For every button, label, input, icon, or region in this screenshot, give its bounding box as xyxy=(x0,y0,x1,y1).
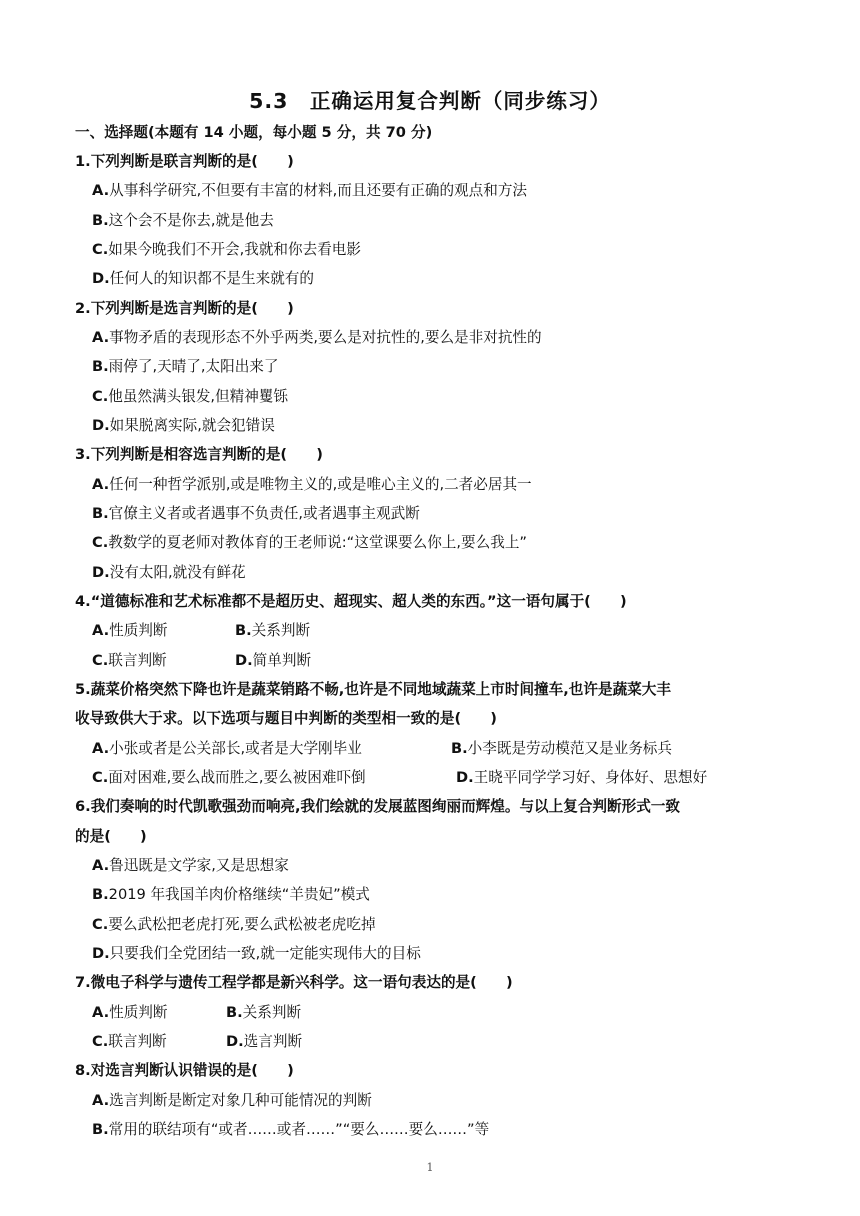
question-1-option-d: D.任何人的知识都不是生来就有的 xyxy=(92,270,314,287)
section-heading: 一、选择题(本题有 14 小题，每小题 5 分，共 70 分) xyxy=(75,124,433,141)
question-7-option-a: A.性质判断 xyxy=(92,1004,168,1021)
question-5-option-d: D.王晓平同学学习好、身体好、思想好 xyxy=(456,769,708,786)
question-2-option-b: B.雨停了,天晴了,太阳出来了 xyxy=(92,358,279,375)
question-3-option-a: A.任何一种哲学派别,或是唯物主义的,或是唯心主义的,二者必居其一 xyxy=(92,476,532,493)
question-3-stem: 3.下列判断是相容选言判断的是( ) xyxy=(75,446,323,463)
question-3-option-d: D.没有太阳,就没有鲜花 xyxy=(92,564,246,581)
question-6-option-b: B.2019 年我国羊肉价格继续“羊贵妃”模式 xyxy=(92,886,370,903)
question-7-option-b: B.关系判断 xyxy=(226,1004,302,1021)
question-4-option-a: A.性质判断 xyxy=(92,622,168,639)
question-1-stem: 1.下列判断是联言判断的是( ) xyxy=(75,153,294,170)
question-6-option-c: C.要么武松把老虎打死,要么武松被老虎吃掉 xyxy=(92,916,376,933)
question-6-stem-line-2: 的是( ) xyxy=(75,828,147,845)
question-3-option-b: B.官僚主义者或者遇事不负责任,或者遇事主观武断 xyxy=(92,505,420,522)
question-5-option-c: C.面对困难,要么战而胜之,要么被困难吓倒 xyxy=(92,769,366,786)
question-3-option-c: C.教数学的夏老师对教体育的王老师说:“这堂课要么你上,要么我上” xyxy=(92,534,527,551)
page-number: 1 xyxy=(426,1161,434,1174)
question-8-stem: 8.对选言判断认识错误的是( ) xyxy=(75,1062,294,1079)
question-2-option-c: C.他虽然满头银发,但精神矍铄 xyxy=(92,388,289,405)
question-7-option-c: C.联言判断 xyxy=(92,1033,167,1050)
question-6-option-a: A.鲁迅既是文学家,又是思想家 xyxy=(92,857,289,874)
question-1-option-a: A.从事科学研究,不但要有丰富的材料,而且还要有正确的观点和方法 xyxy=(92,182,528,199)
question-4-stem: 4.“道德标准和艺术标准都不是超历史、超现实、超人类的东西。”这一语句属于( ) xyxy=(75,593,627,610)
question-5-stem-line-2: 收导致供大于求。以下选项与题目中判断的类型相一致的是( ) xyxy=(75,710,497,727)
question-2-option-d: D.如果脱离实际,就会犯错误 xyxy=(92,417,275,434)
question-5-option-b: B.小李既是劳动模范又是业务标兵 xyxy=(451,740,672,757)
question-5-stem-line-1: 5.蔬菜价格突然下降也许是蔬菜销路不畅,也许是不同地域蔬菜上市时间撞车,也许是蔬菜大丰 xyxy=(75,681,671,698)
question-2-option-a: A.事物矛盾的表现形态不外乎两类,要么是对抗性的,要么是非对抗性的 xyxy=(92,329,542,346)
question-7-option-d: D.选言判断 xyxy=(226,1033,303,1050)
question-6-option-d: D.只要我们全党团结一致,就一定能实现伟大的目标 xyxy=(92,945,421,962)
question-6-stem-line-1: 6.我们奏响的时代凯歌强劲而响亮,我们绘就的发展蓝图绚丽而辉煌。与以上复合判断形式一致 xyxy=(75,798,680,815)
question-2-stem: 2.下列判断是选言判断的是( ) xyxy=(75,300,294,317)
question-1-option-b: B.这个会不是你去,就是他去 xyxy=(92,212,274,229)
question-4-option-d: D.简单判断 xyxy=(235,652,312,669)
question-8-option-b: B.常用的联结项有“或者……或者……”“要么……要么……”等 xyxy=(92,1121,490,1138)
question-7-stem: 7.微电子科学与遗传工程学都是新兴科学。这一语句表达的是( ) xyxy=(75,974,513,991)
question-1-option-c: C.如果今晚我们不开会,我就和你去看电影 xyxy=(92,241,361,258)
question-8-option-a: A.选言判断是断定对象几种可能情况的判断 xyxy=(92,1092,372,1109)
question-4-option-c: C.联言判断 xyxy=(92,652,167,669)
page-title: 5.3 正确运用复合判断（同步练习） xyxy=(249,89,611,113)
question-5-option-a: A.小张或者是公关部长,或者是大学刚毕业 xyxy=(92,740,362,757)
question-4-option-b: B.关系判断 xyxy=(235,622,311,639)
